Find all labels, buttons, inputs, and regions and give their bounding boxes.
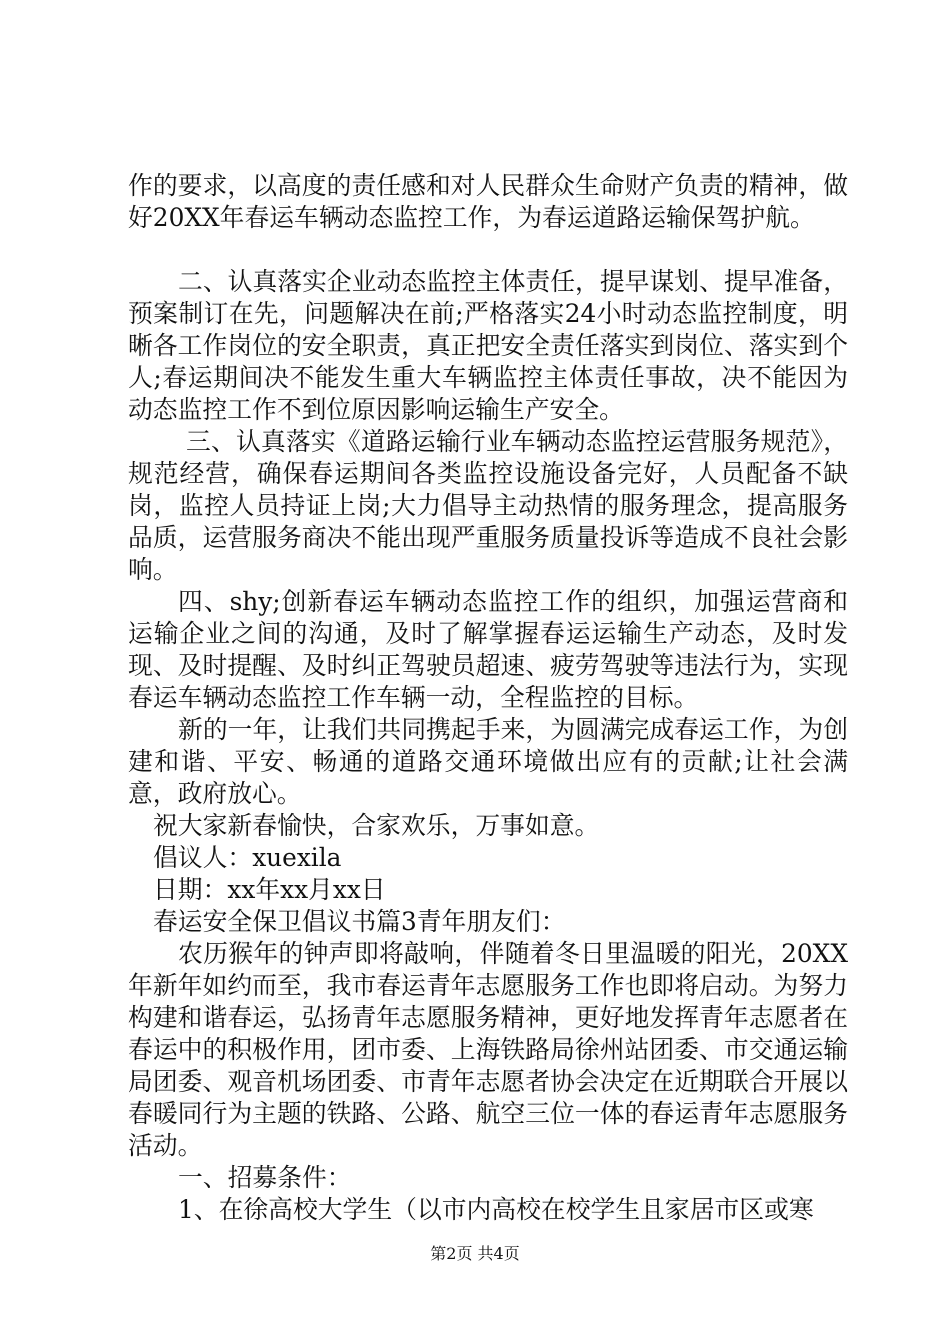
paragraph-wishes: 祝大家新春愉快，合家欢乐，万事如意。 xyxy=(153,811,600,840)
paragraph-item-4: 四、shy;创新春运车辆动态监控工作的组织，加强运营商和运输企业之间的沟通，及时了解掌握春运运输生产动态，及时发现、及时提醒、及时纠正驾驶员超速、疲劳驾驶等违法行为，实现春运车辆动态监控工作车辆一动，全程监控的目标。 xyxy=(128,587,848,712)
paragraph-item-2: 二、认真落实企业动态监控主体责任，提早谋划、提早准备，预案制订在先，问题解决在前;严格落实24小时动态监控制度，明晰各工作岗位的安全职责，真正把安全责任落实到岗位、落实到个人;春运期间决不能发生重大车辆监控主体责任事故，决不能因为动态监控工作不到位原因影响运输生产安全。 xyxy=(128,267,848,424)
paragraph-intro: 农历猴年的钟声即将敲响，伴随着冬日里温暖的阳光，20XX年新年如约而至，我市春运青年志愿服务工作也即将启动。为努力构建和谐春运，弘扬青年志愿服务精神，更好地发挥青年志愿者在春运中的积极作用，团市委、上海铁路局徐州站团委、市交通运输局团委、观音机场团委、市青年志愿者协会决定在近期联合开展以春暖同行为主题的铁路、公路、航空三位一体的春运青年志愿服务活动。 xyxy=(128,939,848,1160)
paragraph-item-3: 三、认真落实《道路运输行业车辆动态监控运营服务规范》，规范经营，确保春运期间各类监控设施设备完好，人员配备不缺岗，监控人员持证上岗;大力倡导主动热情的服务理念，提高服务品质，运营服务商决不能出现严重服务质量投诉等造成不良社会影响。 xyxy=(128,427,848,584)
paragraph-date: 日期：xx年xx月xx日 xyxy=(153,875,386,904)
paragraph-recruit-item-1: 1、在徐高校大学生（以市内高校在校学生且家居市区或寒 xyxy=(178,1195,814,1224)
paragraph-section-title: 春运安全保卫倡议书篇3青年朋友们： xyxy=(153,907,566,936)
paragraph-signer: 倡议人：xuexila xyxy=(153,843,342,872)
paragraph-recruit-heading: 一、招募条件： xyxy=(178,1163,352,1192)
paragraph-closing: 新的一年，让我们共同携起手来，为圆满完成春运工作，为创建和谐、平安、畅通的道路交通环境做出应有的贡献;让社会满意，政府放心。 xyxy=(128,715,848,808)
document-body xyxy=(128,170,848,1226)
paragraph-continuation: 作的要求，以高度的责任感和对人民群众生命财产负责的精神，做好20XX年春运车辆动态监控工作，为春运道路运输保驾护航。 xyxy=(128,171,848,232)
page-number: 第2页 共4页 xyxy=(430,1244,520,1263)
